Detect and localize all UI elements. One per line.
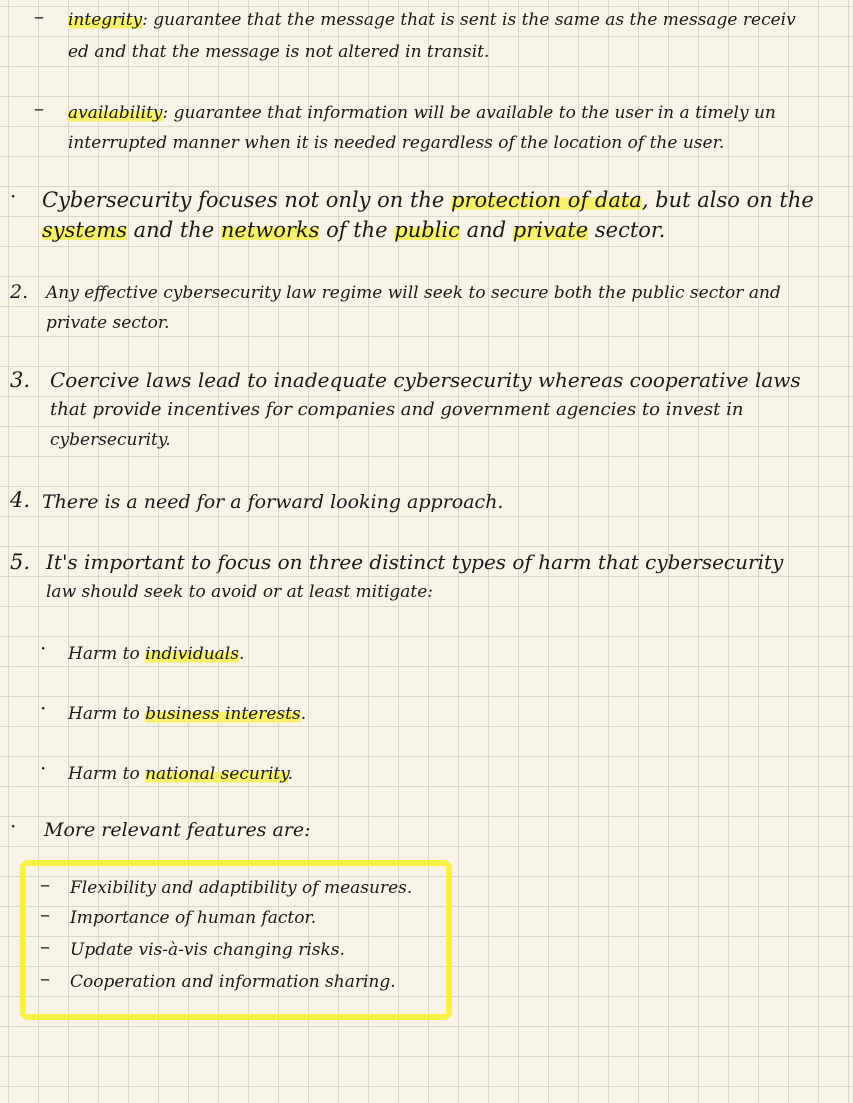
point-3-line: cybersecurity.: [50, 430, 171, 450]
text: .: [300, 704, 307, 724]
highlight: private: [512, 218, 589, 242]
dot-bullet: ·: [10, 814, 17, 838]
point-2-line: private sector.: [46, 313, 170, 333]
highlight: networks: [220, 218, 320, 242]
text: Harm to: [68, 644, 146, 664]
harm-item: [68, 762, 293, 786]
dot-bullet: ·: [40, 756, 47, 780]
harm-item: [68, 642, 244, 666]
text: : guarantee that information will be available to the user in a timely un: [162, 103, 776, 123]
availability-line: [68, 101, 776, 125]
integrity-line-2: ed and that the message is not altered in transit.: [68, 42, 490, 62]
cyber-line: [42, 188, 814, 212]
highlight: protection of data: [451, 188, 642, 212]
point-3-line: that provide incentives for companies and government agencies to invest in: [50, 399, 744, 420]
point-number: 3.: [10, 368, 31, 392]
features-title: More relevant features are:: [44, 819, 311, 841]
point-4-line: There is a need for a forward looking approach.: [42, 491, 504, 513]
feature-item: Importance of human factor.: [70, 908, 317, 928]
highlight: individuals: [145, 644, 239, 664]
dash-bullet: –: [40, 966, 50, 990]
text: and the: [126, 218, 221, 242]
text: , but also on the: [641, 188, 814, 212]
harm-item: [68, 702, 306, 726]
dash-bullet: –: [34, 4, 44, 28]
text: Cybersecurity focuses not only on the: [42, 188, 452, 212]
highlight: business interests: [145, 704, 301, 724]
integrity-line: [68, 8, 796, 32]
highlight: public: [394, 218, 460, 242]
feature-item: Flexibility and adaptibility of measures.: [70, 878, 413, 898]
feature-item: Update vis-à-vis changing risks.: [70, 940, 345, 960]
text: .: [238, 644, 245, 664]
dash-bullet: –: [40, 902, 50, 926]
dot-bullet: ·: [40, 636, 47, 660]
text: Harm to: [68, 704, 146, 724]
text: sector.: [588, 218, 666, 242]
point-number: 5.: [10, 550, 31, 574]
text: and: [459, 218, 513, 242]
dash-bullet: –: [40, 872, 50, 896]
point-number: 4.: [10, 488, 31, 512]
point-2-line: Any effective cybersecurity law regime will seek to secure both the public sector and: [46, 283, 781, 303]
dash-bullet: –: [34, 96, 44, 120]
point-3-line: Coercive laws lead to inadequate cybersecurity whereas cooperative laws: [50, 368, 801, 392]
text: : guarantee that the message that is sent is the same as the message receiv: [142, 10, 796, 30]
highlight: integrity: [68, 10, 143, 30]
text: .: [287, 764, 294, 784]
dash-bullet: –: [40, 934, 50, 958]
dot-bullet: ·: [40, 696, 47, 720]
highlight: national security: [145, 764, 288, 784]
text: Harm to: [68, 764, 146, 784]
point-number: 2.: [10, 281, 29, 303]
availability-line-2: interrupted manner when it is needed regardless of the location of the user.: [68, 133, 725, 153]
feature-item: Cooperation and information sharing.: [70, 972, 396, 992]
highlight: availability: [68, 103, 163, 123]
cyber-line-2: [42, 218, 665, 242]
point-5-line: It's important to focus on three distinct types of harm that cybersecurity: [46, 550, 784, 574]
point-5-line: law should seek to avoid or at least mitigate:: [46, 582, 434, 602]
text: of the: [319, 218, 395, 242]
highlight: systems: [42, 218, 127, 242]
dot-bullet: ·: [10, 184, 17, 208]
